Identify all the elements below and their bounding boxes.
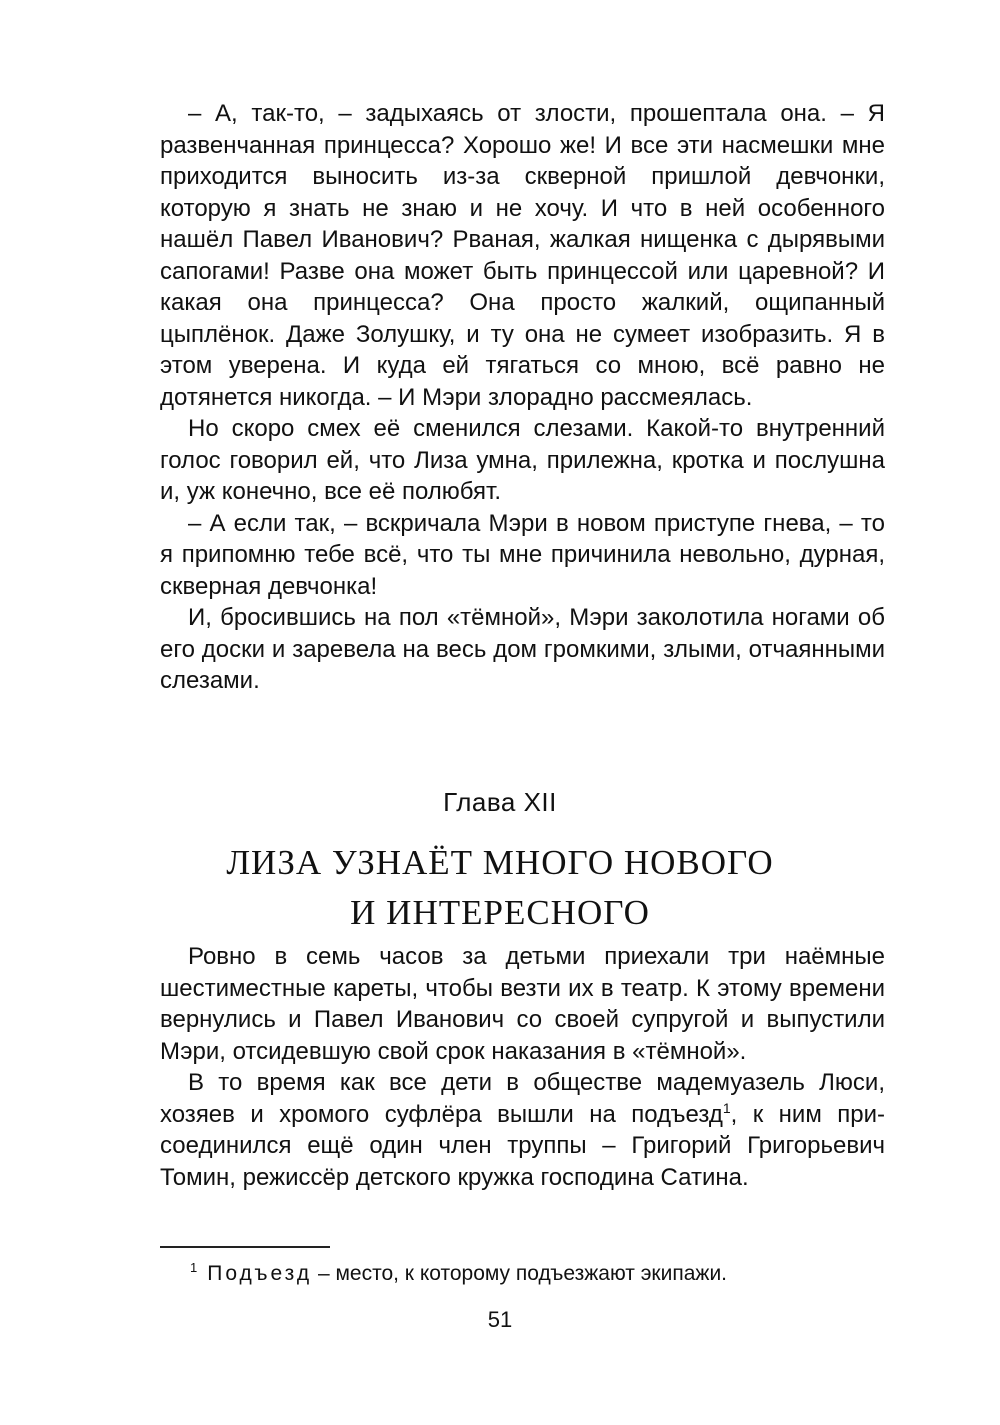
paragraph: Но скоро смех её сменился слезами. Какой-то внутренний голос говорил ей, что Лиза умна, прилежна, кротка и послушна и, уж конечно, все её полюбят.: [160, 415, 885, 505]
paragraph: – А если так, – вскричала Мэри в новом приступе гнева, – то я припомню тебе всё, что ты мне причинила невольно, дурная, скверная девчонка!: [160, 509, 885, 600]
paragraph-text: В то время как все дети в обществе мадемуазель Люси, хозяев и хромого суфлёра вышли на подъезд: [160, 1069, 885, 1128]
chapter-label: Глава XII: [443, 787, 557, 817]
page-number: 51: [487, 1307, 513, 1332]
footnote-text: – место, к которому подъезжают экипажи.: [312, 1262, 728, 1285]
paragraph-with-footnote: [160, 1067, 885, 1193]
footnote: [190, 1260, 890, 1288]
paragraph: – А, так-то, – задыхаясь от злости, прошептала она. – Я развенчанная принцесса? Хорошо же! И все эти насмешки мне приходится выносить из-за скверной пришлой девчонки, которую я знать не знаю и не хочу. И что в ней особенного нашёл Павел Иванович? Рваная, жалкая нищенка с дырявыми сапогами! Разве она может быть принцессой или царевной? И какая она принцесса? Она просто жалкий, ощипанный цыплёнок. Даже Золушку, и ту она не сумеет изобразить. Я в этом уверена. И куда ей тягаться со мною, всё равно не дотянется никогда. – И Мэри злорадно рассмеялась.: [160, 100, 885, 411]
footnote-divider: [160, 1246, 330, 1248]
footnote-reference: 1: [722, 1099, 731, 1116]
paragraph: И, бросившись на пол «тёмной», Мэри заколотила ногами об его доски и заревела на весь дом громкими, злыми, отчаянными слезами.: [160, 604, 885, 694]
paragraph: Ровно в семь часов за детьми приехали три наёмные шестиместные кареты, чтобы везти их в театр. К этому времени вернулись и Павел Иванович со своей супругой и выпустили Мэри, отсидевшую свой срок наказания в «тёмной».: [160, 943, 885, 1065]
footnote-number: 1: [190, 1260, 198, 1275]
top-text-block: [160, 98, 885, 697]
chapter-title: [0, 838, 1000, 938]
chapter-title-line-2: И ИНТЕРЕСНОГО: [350, 893, 650, 932]
footnote-term: Подъезд: [207, 1262, 313, 1285]
bottom-text-block: [160, 941, 885, 1193]
paragraph-text: , к ним присоединился ещё один член труппы – Григорий Григорьевич Томин, режиссёр детского кружка господина Сатина.: [160, 1100, 885, 1191]
chapter-title-line-1: ЛИЗА УЗНАЁТ МНОГО НОВОГО: [226, 843, 774, 882]
